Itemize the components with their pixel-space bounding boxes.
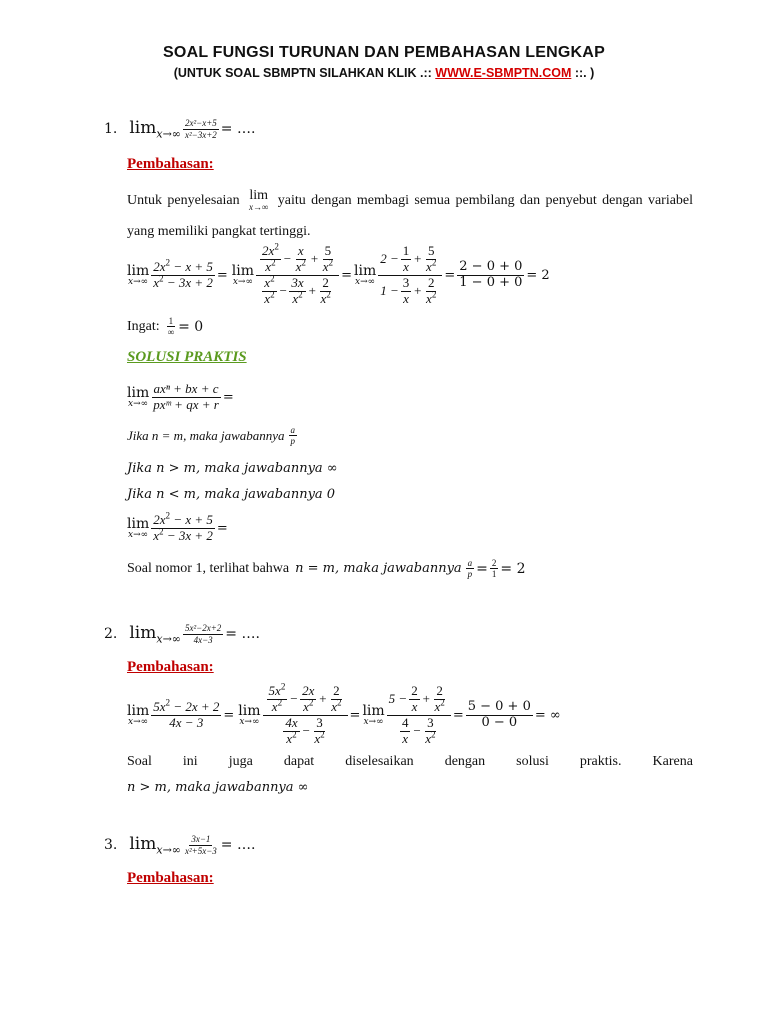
pembahasan-heading: Pembahasan: bbox=[127, 870, 214, 886]
page-title: SOAL FUNGSI TURUNAN DAN PEMBAHASAN LENGKAP bbox=[163, 44, 605, 61]
general-formula: lim x→∞ $\frac{\text{axⁿ + bx + c}}{\text{pxᵐ + qx + r}}$ = bbox=[127, 381, 234, 412]
question-3 bbox=[104, 834, 255, 856]
question-fraction: $\frac{\text{2x²−x+5}}{\text{x²−3x+2}}$ bbox=[184, 118, 217, 140]
lim-symbol: $\lim_{x\to\infty}$ bbox=[129, 118, 181, 141]
solution-1-result: = 2 bbox=[526, 267, 550, 283]
question-fraction: $\frac{\text{5x²−2x+2}}{4x-3}$ bbox=[184, 623, 222, 645]
question-dots: = …. bbox=[220, 837, 256, 854]
question-dots: = …. bbox=[220, 121, 256, 138]
lim-symbol: $\lim_{x\to\infty}$ bbox=[129, 834, 181, 857]
question-2 bbox=[104, 623, 260, 645]
question-dots: = …. bbox=[225, 626, 260, 643]
intro-paragraph: Untuk penyelesaian lim x→∞ yaitu dengan membagi semua pembilang dan penyebut dengan variabel yang memiliki pangkat tertinggi. bbox=[127, 188, 694, 239]
conclusion-1: Soal nomor 1, terlihat bahwa n = m, maka jawabannya $\frac{a}{p}$ = $\frac{2}{1}$ = 2 bbox=[127, 558, 526, 580]
question-number: 3. bbox=[104, 837, 118, 854]
pembahasan-heading: Pembahasan: bbox=[127, 659, 214, 675]
rule-2: Jika n > m, maka jawabannya ∞ bbox=[127, 461, 338, 476]
solution-2-equation: lim x→∞ $\frac{5x^2 - 2x + 2}{4x - 3}$ = lim x→∞ $\frac{5x^2}{x^2}$ − $\frac{2x}{x^2}$ + $\frac{2}{x^2}$ $\frac{4x}{x^2}$ − $\frac{3}{x^2}$ = lim x→∞ 5 − $\frac{2}{x}$ + $\frac{2}{x^2}$ $\frac{4}{x}$ − $\frac{3}{x^2}$ = $\frac{5 - 0 + 0}{0 - 0}$ = ∞ bbox=[127, 681, 561, 746]
q2-note-math: n > m, maka jawabannya ∞ bbox=[127, 780, 309, 795]
page-subtitle bbox=[0, 66, 768, 80]
question-1 bbox=[104, 118, 255, 140]
solution-1-equation: lim x→∞ $\frac{2x^2 - x + 5}{x^2 - 3x + 2}$ = lim x→∞ $\frac{2x^2}{x^2}$ − $\frac{x}{x^2}$ + $\frac{5}{x^2}$ $\frac{x^2}{x^2}$ − $\frac{3x}{x^2}$ + $\frac{2}{x^2}$ = lim x→∞ 2 − $\frac{1}{x}$ + $\frac{5}{x^2}$ 1 − $\frac{3}{x}$ + $\frac{2}{x^2}$ = $\frac{2 - 0 + 0}{1 - 0 + 0}$ = 2 bbox=[127, 241, 550, 306]
lim-symbol: $\lim_{x\to\infty}$ bbox=[129, 623, 181, 646]
subtitle-suffix: ::. ) bbox=[571, 66, 595, 80]
pembahasan-heading: Pembahasan: bbox=[127, 156, 214, 172]
q1-repeat-equation: lim x→∞ $\frac{2x^2 - x + 5}{x^2 - 3x + 2}$ = bbox=[127, 510, 228, 543]
solusi-heading: SOLUSI PRAKTIS bbox=[127, 349, 247, 365]
question-fraction: $\frac{3x-1}{\text{x²+5x−3}}$ bbox=[184, 834, 217, 856]
subtitle-link[interactable]: WWW.E-SBMPTN.COM bbox=[435, 66, 572, 80]
q2-note-line: Soal ini juga dapat diselesaikan dengan solusi praktis. Karena bbox=[127, 754, 693, 769]
ingat-line: Ingat: $\frac{1}{\infty}$ = 0 bbox=[127, 316, 204, 338]
question-number: 2. bbox=[104, 626, 118, 643]
lim-symbol: lim x→∞ bbox=[249, 188, 269, 213]
subtitle-prefix: (UNTUK SOAL SBMPTN SILAHKAN KLIK .:: bbox=[173, 66, 436, 80]
solution-2-result: = ∞ bbox=[534, 707, 561, 723]
question-number: 1. bbox=[104, 121, 118, 138]
rule-1: Jika n = m, maka jawabannya $\frac{a}{p}$ bbox=[127, 425, 296, 447]
rule-3: Jika n < m, maka jawabannya 0 bbox=[127, 487, 336, 502]
